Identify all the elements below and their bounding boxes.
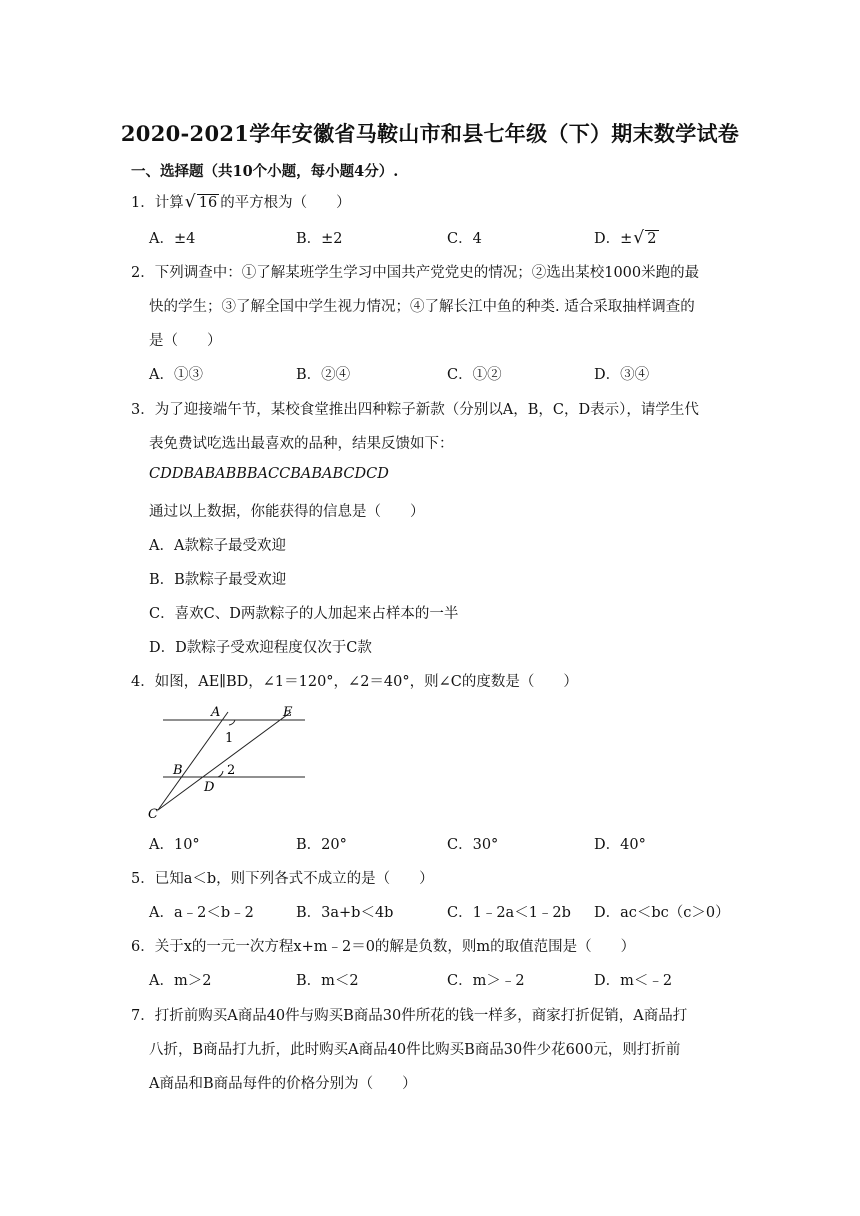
question-2-line-2: 快的学生；③了解全国中学生视力情况；④了解长江中鱼的种类. 适合采取抽样调查的 bbox=[149, 299, 695, 315]
question-1-options bbox=[149, 227, 749, 247]
option-d: D．m＜﹣2 bbox=[594, 973, 673, 989]
option-a: A．±4 bbox=[149, 231, 196, 247]
option-d: D．± √ 2 bbox=[594, 228, 657, 248]
line-ca bbox=[158, 712, 228, 810]
option-c: C．1﹣2a＜1﹣2b bbox=[447, 905, 571, 921]
question-4-options bbox=[149, 833, 749, 853]
question-7-line-3: A商品和B商品每件的价格分别为（ ） bbox=[149, 1076, 417, 1092]
option-a: A．m＞2 bbox=[149, 973, 212, 989]
option-a: A．①③ bbox=[149, 367, 203, 383]
question-7-line-1: 7．打折前购买A商品40件与购买B商品30件所花的钱一样多，商家打折促销，A商品打 bbox=[131, 1008, 688, 1024]
label-b: B bbox=[173, 763, 183, 778]
option-b: B．②④ bbox=[296, 367, 351, 383]
option-c: C．30° bbox=[447, 837, 499, 853]
label-a: A bbox=[211, 705, 221, 720]
option-a: A．a﹣2＜b﹣2 bbox=[149, 905, 254, 921]
label-e: E bbox=[283, 705, 293, 720]
question-5: 5．已知a＜b，则下列各式不成立的是（ ） bbox=[131, 871, 434, 887]
question-4: 4．如图，AE∥BD，∠1＝120°，∠2＝40°，则∠C的度数是（ ） bbox=[131, 674, 578, 690]
label-angle-2: 2 bbox=[227, 763, 236, 778]
question-6: 6．关于x的一元一次方程x+m﹣2＝0的解是负数，则m的取值范围是（ ） bbox=[131, 939, 636, 955]
option-c: C．①② bbox=[447, 367, 502, 383]
option-b: B．±2 bbox=[296, 231, 343, 247]
option-d: D．40° bbox=[594, 837, 646, 853]
question-2-options bbox=[149, 363, 749, 383]
angle-1-arc bbox=[229, 720, 235, 725]
option-b: B．m＜2 bbox=[296, 973, 359, 989]
page-title: 2020-2021学年安徽省马鞍山市和县七年级（下）期末数学试卷 bbox=[120, 121, 740, 146]
question-6-options bbox=[149, 969, 749, 989]
question-3-option-c: C．喜欢C、D两款粽子的人加起来占样本的一半 bbox=[149, 606, 459, 622]
question-2-line-3: 是（ ） bbox=[149, 333, 222, 349]
question-2-line-1: 2．下列调查中：①了解某班学生学习中国共产党党史的情况；②选出某校1000米跑的最 bbox=[131, 265, 700, 281]
option-b: B．3a+b＜4b bbox=[296, 905, 394, 921]
label-angle-1: 1 bbox=[225, 731, 234, 746]
question-5-options bbox=[149, 901, 749, 921]
question-3-option-d: D．D款粽子受欢迎程度仅次于C款 bbox=[149, 640, 372, 656]
line-ce bbox=[158, 712, 291, 810]
question-7-line-2: 八折，B商品打九折，此时购买A商品40件比购买B商品30件少花600元，则打折前 bbox=[149, 1042, 681, 1058]
section-heading: 一、选择题（共10个小题，每小题4分）. bbox=[131, 163, 399, 180]
option-b: B．20° bbox=[296, 837, 347, 853]
question-3-option-b: B．B款粽子最受欢迎 bbox=[149, 572, 287, 588]
question-3-prompt: 通过以上数据，你能获得的信息是（ ） bbox=[149, 504, 425, 520]
question-1: 1．计算 √ 16 的平方根为（ ） bbox=[131, 192, 351, 212]
question-3-option-a: A．A款粽子最受欢迎 bbox=[149, 538, 286, 554]
question-3-line-2: 表免费试吃选出最喜欢的品种，结果反馈如下： bbox=[149, 436, 454, 452]
option-a: A．10° bbox=[149, 837, 200, 853]
option-c: C．m＞﹣2 bbox=[447, 973, 525, 989]
question-3-line-1: 3．为了迎接端午节，某校食堂推出四种粽子新款（分别以A，B，C，D表示），请学生代 bbox=[131, 402, 699, 418]
geometry-figure bbox=[145, 700, 315, 825]
sqrt-expression: √ 16 bbox=[184, 192, 218, 212]
angle-2-arc bbox=[218, 771, 223, 777]
label-d: D bbox=[204, 780, 215, 795]
option-c: C．4 bbox=[447, 231, 482, 247]
option-d: D．ac＜bc（c＞0） bbox=[594, 905, 730, 921]
label-c: C bbox=[148, 807, 158, 822]
question-3-sequence: CDDBABABBBACCBABABCDCD bbox=[149, 466, 389, 482]
option-d: D．③④ bbox=[594, 367, 650, 383]
